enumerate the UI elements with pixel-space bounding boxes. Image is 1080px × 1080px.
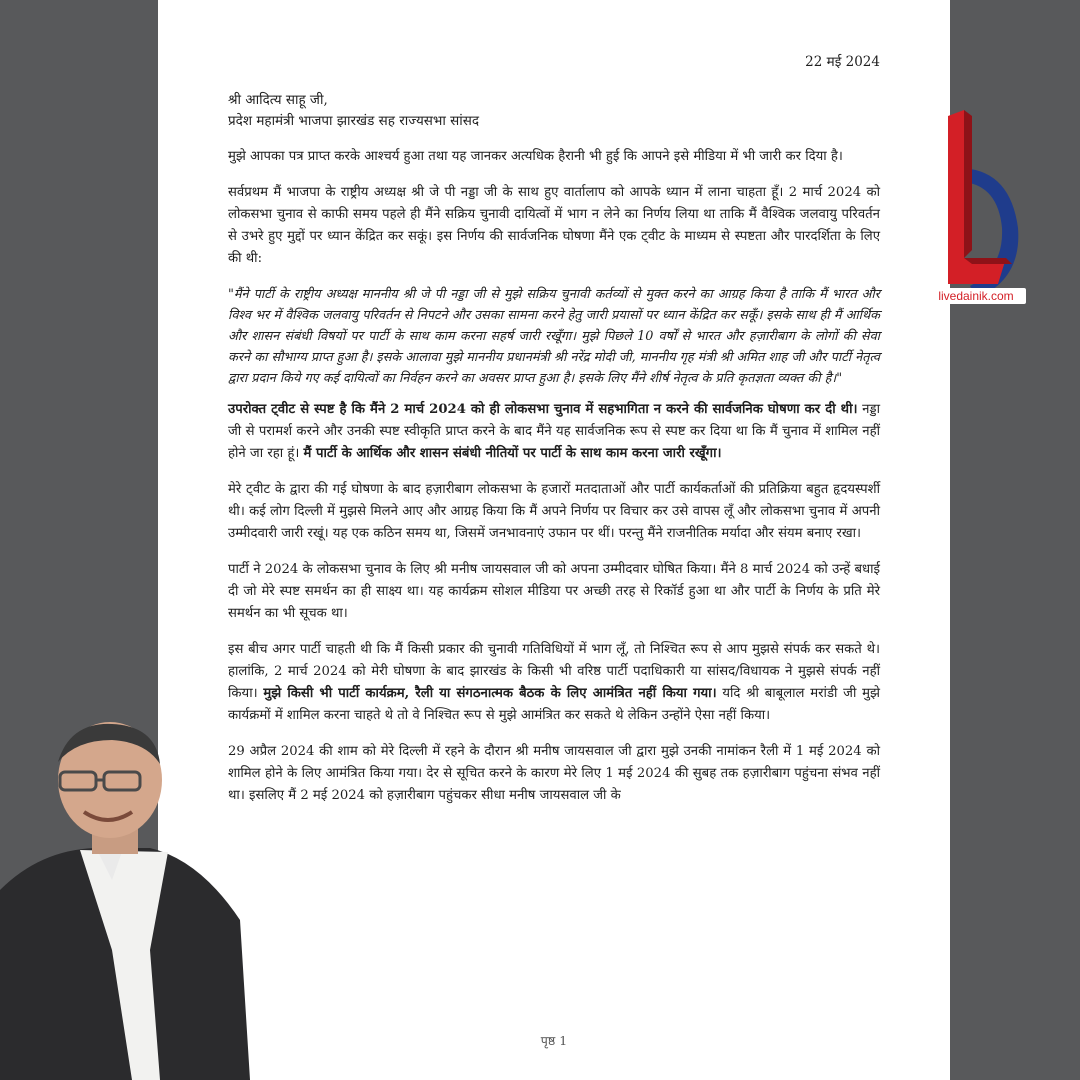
letter-page [158,0,950,1080]
recipient-name: श्री आदित्य साहू जी, [228,92,328,108]
paragraph-3-bold-1: उपरोक्त ट्वीट से स्पष्ट है कि मैंने 2 मार्च 2024 को ही लोकसभा चुनाव में सहभागिता न करने की सार्वजनिक घोषणा कर दी थी। [228,402,858,417]
person-portrait [0,720,250,1080]
paragraph-1: मुझे आपका पत्र प्राप्त करके आश्चर्य हुआ तथा यह जानकर अत्यधिक हैरानी भी हुई कि आपने इसे मीडिया में भी जारी कर दिया है। [228,149,843,164]
page-number: पृष्ठ 1 [540,1033,568,1048]
livedainik-logo-icon [918,108,1030,308]
paragraph-7: 29 अप्रैल 2024 की शाम को मेरे दिल्ली में रहने के दौरान श्री मनीष जायसवाल जी द्वारा मुझे उनकी नामांकन रैली में 1 मई 2024 को शामिल होने के लिए आमंत्रित किया गया। देर से सूचित करने के कारण मेरे लिए 1 मई 2024 की सुबह तक हज़ारीबाग पहुंचना संभव नहीं था। इसलिए मैं 2 मई 2024 को हज़ारीबाग पहुंचकर सीधा मनीष जायसवाल जी के [228,744,880,803]
logo-text: livedainik.com [926,288,1026,304]
paragraph-6-text-2: यदि श्री बाबूलाल मरांडी जी मुझे कार्यक्रमों में शामिल करना चाहते थे तो वे निश्चित रूप से मुझे आमंत्रित कर सकते थे लेकिन उन्होंने ऐसा नहीं किया। [228,686,880,723]
recipient-title: प्रदेश महामंत्री भाजपा झारखंड सह राज्यसभा सांसद [228,113,480,129]
paragraph-5: पार्टी ने 2024 के लोकसभा चुनाव के लिए श्री मनीष जायसवाल जी को अपना उम्मीदवार घोषित किया। मैंने 8 मार्च 2024 को उन्हें बधाई दी जो मेरे स्पष्ट समर्थन का ही साक्ष्य था। यह कार्यक्रम सोशल मीडिया पर अच्छी तरह से रिकॉर्ड हुआ था और पार्टी के निर्णय के प्रति मेरे समर्थन का भी सूचक था। [228,562,880,621]
paragraph-2: सर्वप्रथम मैं भाजपा के राष्ट्रीय अध्यक्ष श्री जे पी नड्डा जी के साथ हुए वार्तालाप को आपके ध्यान में लाना चाहता हूँ। 2 मार्च 2024 को लोकसभा चुनाव से काफी समय पहले ही मैंने सक्रिय चुनावी दायित्वों में भाग न लेने का निर्णय लिया था ताकि मैं वैश्विक जलवायु परिवर्तन से उभरे हुए मुद्दों पर ध्यान केंद्रित कर सकूं। इस निर्णय की सार्वजनिक घोषणा मैंने एक ट्वीट के माध्यम से स्पष्टता और पारदर्शिता के लिए की थी: [228,185,880,266]
letter-date: 22 मई 2024 [805,54,880,70]
paragraph-6 [228,639,880,727]
paragraph-4: मेरे ट्वीट के द्वारा की गई घोषणा के बाद हज़ारीबाग लोकसभा के हजारों मतदाताओं और पार्टी कार्यकर्ताओं की प्रतिक्रिया बहुत हृदयस्पर्शी थी। कई लोग दिल्ली में मुझसे मिलने आए और आग्रह किया कि मैं अपने निर्णय पर विचार कर उसे वापस लूँ और लोकसभा चुनाव में अपनी उम्मीदवारी जारी रखूं। यह एक कठिन समय था, जिसमें जनभावनाएं उफान पर थीं। परन्तु मैंने राजनीतिक मर्यादा और संयम बनाए रखा। [228,482,880,541]
paragraph-3-bold-2: मैं पार्टी के आर्थिक और शासन संबंधी नीतियों पर पार्टी के साथ काम करना जारी रखूँगा। [303,446,722,461]
paragraph-3 [228,399,880,465]
paragraph-6-bold: मुझे किसी भी पार्टी कार्यक्रम, रैली या संगठनात्मक बैठक के लिए आमंत्रित नहीं किया गया। [263,686,717,701]
paragraph-6-text-1: इस बीच अगर पार्टी चाहती थी कि मैं किसी प्रकार की चुनावी गतिविधियों में भाग लूँ, तो निश्चित रूप से आप मुझसे संपर्क कर सकते थे। हालांकि, 2 मार्च 2024 को मेरी घोषणा के बाद झारखंड के किसी भी वरिष्ठ पार्टी पदाधिकारी या सांसद/विधायक ने मुझसे संपर्क नहीं किया। [228,642,880,701]
tweet-quote: "मैंने पार्टी के राष्ट्रीय अध्यक्ष माननीय श्री जे पी नड्डा जी से मुझे सक्रिय चुनावी कर्तव्यों से मुक्त करने का आग्रह किया है ताकि मैं भारत और विश्व भर में वैश्विक जलवायु परिवर्तन से निपटने और उसका सामना करने हेतु जारी प्रयासों पर ध्यान केंद्रित कर सकूँ। इसके साथ ही मैं आर्थिक और शासन संबंधी विषयों पर पार्टी के साथ काम करना सहर्ष जारी रखूँगा। मुझे पिछले 10 वर्षों से भारत और हज़ारीबाग के लोगों की सेवा करने का सौभाग्य प्राप्त हुआ है। इसके आलावा मुझे माननीय प्रधानमंत्री श्री नरेंद्र मोदी जी, माननीय गृह मंत्री श्री अमित शाह जी और पार्टी नेतृत्व द्वारा प्रदान किये गए कई दायित्वों का निर्वहन करने का अवसर प्राप्त हुआ है। इसके लिए मैंने शीर्ष नेतृत्व के प्रति कृतज्ञता व्यक्त की है।" [228,287,880,386]
recipient-block [228,90,880,132]
paragraph-3-text: नड्डा जी से परामर्श करने और उनकी स्पष्ट स्वीकृति प्राप्त करने के बाद मैंने यह सार्वजनिक रूप से स्पष्ट कर दिया था कि मैं चुनाव में शामिल नहीं होने जा रहा हूं। [228,402,880,461]
